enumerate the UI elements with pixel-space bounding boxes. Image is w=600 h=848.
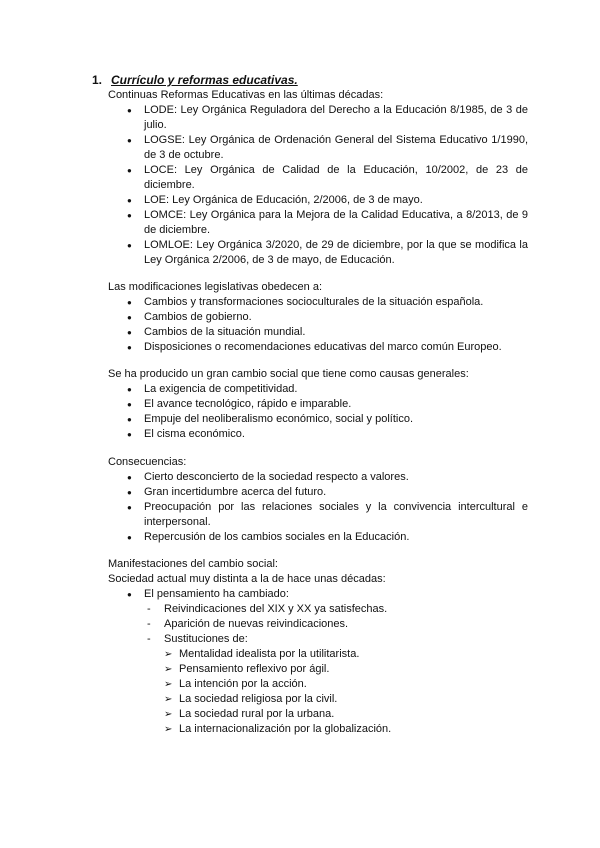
modificaciones-block [108, 280, 528, 355]
modificaciones-intro: Las modificaciones legislativas obedecen a: [108, 281, 323, 293]
reformas-intro: Continuas Reformas Educativas en las últimas décadas: [108, 89, 384, 101]
list-item: ● LOMCE: Ley Orgánica para la Mejora de la Calidad Educativa, a 8/2013, de 9 de diciembre. [108, 208, 528, 238]
manifestaciones-block [108, 557, 528, 737]
section-title: Currículo y reformas educativas. [111, 73, 298, 87]
list-item: ➢ Mentalidad idealista por la utilitarista. [164, 647, 528, 662]
list-item: ➢ Pensamiento reflexivo por ágil. [164, 662, 528, 677]
list-item: - Sustituciones de: [144, 632, 528, 647]
list-item: ● LOE: Ley Orgánica de Educación, 2/2006, de 3 de mayo. [108, 193, 528, 208]
pensamiento-list [108, 587, 528, 602]
list-item: ● LODE: Ley Orgánica Reguladora del Derecho a la Educación 8/1985, de 3 de julio. [108, 103, 528, 133]
list-item: ● Cambios de la situación mundial. [108, 325, 528, 340]
consecuencias-block [108, 455, 528, 545]
list-item: ● Preocupación por las relaciones sociales y la convivencia intercultural e interpersonal. [108, 500, 528, 530]
list-item: ● El cisma económico. [108, 427, 528, 442]
pensamiento-label: El pensamiento ha cambiado: [144, 588, 289, 600]
list-item: ➢ La sociedad religiosa por la civil. [164, 692, 528, 707]
list-item: ● Repercusión de los cambios sociales en la Educación. [108, 530, 528, 545]
list-item: ● LOMLOE: Ley Orgánica 3/2020, de 29 de diciembre, por la que se modifica la Ley Orgánica 2/2006, de 3 de mayo, de Educación. [108, 238, 528, 268]
list-item: ● Gran incertidumbre acerca del futuro. [108, 485, 528, 500]
list-item [108, 587, 528, 602]
sociedad-intro: Sociedad actual muy distinta a la de hace unas décadas: [108, 573, 386, 585]
list-item: ● Cambios de gobierno. [108, 310, 528, 325]
section-heading [92, 72, 298, 88]
list-item: ➢ La sociedad rural por la urbana. [164, 707, 528, 722]
section-number: 1. [92, 73, 103, 87]
sustituciones-list [164, 647, 528, 737]
list-item: - Aparición de nuevas reivindicaciones. [144, 617, 528, 632]
causas-block [108, 367, 528, 442]
list-item: ● El avance tecnológico, rápido e imparable. [108, 397, 528, 412]
causas-list [108, 382, 528, 442]
list-item: ● Disposiciones o recomendaciones educativas del marco común Europeo. [108, 340, 528, 355]
list-item: ● LOGSE: Ley Orgánica de Ordenación General del Sistema Educativo 1/1990, de 3 de octubre. [108, 133, 528, 163]
manifestaciones-intro: Manifestaciones del cambio social: [108, 558, 278, 570]
list-item: ● Empuje del neoliberalismo económico, social y político. [108, 412, 528, 427]
reformas-block [108, 88, 528, 268]
list-item: ● Cambios y transformaciones socioculturales de la situación española. [108, 295, 528, 310]
causas-intro: Se ha producido un gran cambio social que tiene como causas generales: [108, 368, 469, 380]
list-item: - Reivindicaciones del XIX y XX ya satisfechas. [144, 602, 528, 617]
reivindicaciones-list [144, 602, 528, 647]
modificaciones-list [108, 295, 528, 355]
consecuencias-intro: Consecuencias: [108, 456, 187, 468]
list-item: ● LOCE: Ley Orgánica de Calidad de la Educación, 10/2002, de 23 de diciembre. [108, 163, 528, 193]
list-item: ● La exigencia de competitividad. [108, 382, 528, 397]
reformas-list [108, 103, 528, 268]
consecuencias-list [108, 470, 528, 545]
list-item: ➢ La internacionalización por la globalización. [164, 722, 528, 737]
list-item: ➢ La intención por la acción. [164, 677, 528, 692]
list-item: ● Cierto desconcierto de la sociedad respecto a valores. [108, 470, 528, 485]
